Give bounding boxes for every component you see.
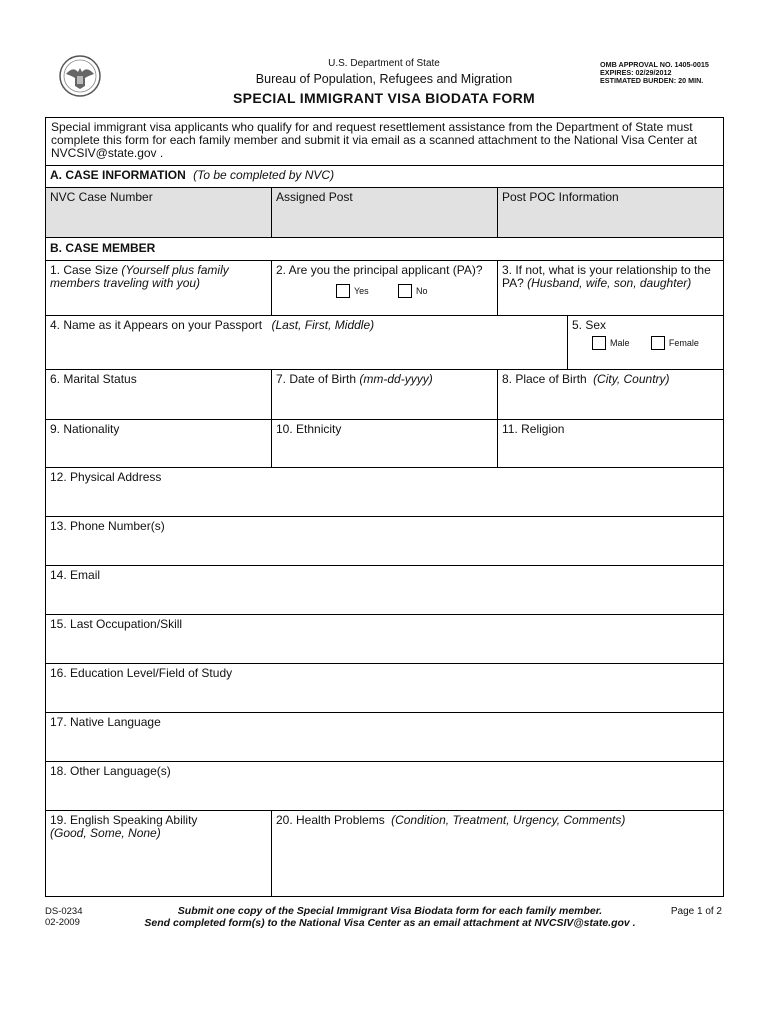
intro-text: Special immigrant visa applicants who qualify for and request resettlement assistance from the Department of State must complete this form for each family member and submit it via email as a scanned attachment to the National Visa Center at NVCSIV@state.gov . bbox=[46, 118, 723, 166]
form-identifier bbox=[45, 906, 83, 928]
omb-info bbox=[600, 61, 709, 85]
form-title: SPECIAL IMMIGRANT VISA BIODATA FORM bbox=[233, 90, 535, 106]
ethnicity-label: 10. Ethnicity bbox=[276, 422, 342, 436]
principal-applicant-field bbox=[272, 261, 498, 316]
religion-label: 11. Religion bbox=[502, 422, 565, 436]
nationality-label: 9. Nationality bbox=[50, 422, 120, 436]
date-of-birth-label: 7. Date of Birth bbox=[276, 372, 357, 386]
form-number: DS-0234 bbox=[45, 906, 83, 917]
nvc-case-number-label: NVC Case Number bbox=[50, 190, 153, 204]
bureau-name: Bureau of Population, Refugees and Migration bbox=[255, 72, 513, 86]
phone-number-field[interactable] bbox=[46, 517, 723, 566]
section-a-header bbox=[46, 166, 723, 188]
omb-approval: OMB APPROVAL NO. 1405-0015 bbox=[600, 60, 709, 69]
passport-name-label: 4. Name as it Appears on your Passport bbox=[50, 318, 263, 332]
education-field[interactable] bbox=[46, 664, 723, 713]
pa-no-label: No bbox=[416, 285, 428, 296]
biodata-form bbox=[45, 117, 724, 897]
form-date: 02-2009 bbox=[45, 917, 80, 928]
instructions-line-2: Send completed form(s) to the National Visa Center as an email attachment at NVCSIV@state.gov . bbox=[144, 917, 636, 929]
marital-status-field[interactable] bbox=[46, 370, 272, 420]
email-field[interactable] bbox=[46, 566, 723, 615]
case-size-note: (Yourself plus family members traveling with you) bbox=[50, 263, 229, 290]
other-languages-label: 18. Other Language(s) bbox=[50, 764, 171, 778]
health-problems-label: 20. Health Problems bbox=[276, 813, 385, 827]
date-of-birth-field[interactable] bbox=[272, 370, 498, 420]
ethnicity-field[interactable] bbox=[272, 420, 498, 468]
sex-field bbox=[568, 316, 723, 370]
date-of-birth-note: (mm-dd-yyyy) bbox=[359, 372, 433, 386]
relationship-field[interactable] bbox=[498, 261, 723, 316]
case-size-label: 1. Case Size bbox=[50, 263, 119, 277]
section-a-title: A. CASE INFORMATION bbox=[50, 168, 186, 182]
section-b-header bbox=[46, 238, 723, 261]
sex-female-label: Female bbox=[668, 337, 699, 348]
occupation-label: 15. Last Occupation/Skill bbox=[50, 617, 183, 631]
health-problems-note: (Condition, Treatment, Urgency, Comments) bbox=[391, 813, 626, 827]
sex-male-checkbox[interactable] bbox=[592, 336, 606, 350]
english-ability-label: 19. English Speaking Ability bbox=[50, 813, 198, 827]
other-languages-field[interactable] bbox=[46, 762, 723, 811]
place-of-birth-field[interactable] bbox=[498, 370, 723, 420]
health-problems-field[interactable] bbox=[272, 811, 723, 897]
assigned-post-label: Assigned Post bbox=[276, 190, 353, 204]
principal-applicant-label: 2. Are you the principal applicant (PA)? bbox=[276, 263, 483, 277]
marital-status-label: 6. Marital Status bbox=[50, 372, 137, 386]
passport-name-field[interactable] bbox=[46, 316, 568, 370]
physical-address-field[interactable] bbox=[46, 468, 723, 517]
native-language-label: 17. Native Language bbox=[50, 715, 161, 729]
pa-no-checkbox[interactable] bbox=[398, 284, 412, 298]
physical-address-label: 12. Physical Address bbox=[50, 470, 162, 484]
instructions-line-1: Submit one copy of the Special Immigrant Visa Biodata form for each family member. bbox=[177, 905, 603, 917]
english-ability-field[interactable] bbox=[46, 811, 272, 897]
education-label: 16. Education Level/Field of Study bbox=[50, 666, 233, 680]
case-size-field[interactable] bbox=[46, 261, 272, 316]
sex-female-checkbox[interactable] bbox=[651, 336, 665, 350]
omb-expires: EXPIRES: 02/29/2012 bbox=[600, 68, 672, 77]
occupation-field[interactable] bbox=[46, 615, 723, 664]
email-label: 14. Email bbox=[50, 568, 101, 582]
nationality-field[interactable] bbox=[46, 420, 272, 468]
pa-yes-checkbox[interactable] bbox=[336, 284, 350, 298]
post-poc-label: Post POC Information bbox=[502, 190, 619, 204]
pa-yes-label: Yes bbox=[354, 285, 369, 296]
sex-male-label: Male bbox=[610, 337, 630, 348]
relationship-note: (Husband, wife, son, daughter) bbox=[527, 276, 692, 290]
page-number: Page 1 of 2 bbox=[670, 906, 722, 917]
place-of-birth-label: 8. Place of Birth bbox=[502, 372, 587, 386]
nvc-case-number-field[interactable] bbox=[46, 188, 272, 238]
section-a-note: (To be completed by NVC) bbox=[193, 168, 335, 182]
department-name: U.S. Department of State bbox=[328, 58, 440, 69]
passport-name-note: (Last, First, Middle) bbox=[271, 318, 375, 332]
religion-field[interactable] bbox=[498, 420, 723, 468]
native-language-field[interactable] bbox=[46, 713, 723, 762]
post-poc-field[interactable] bbox=[498, 188, 723, 238]
assigned-post-field[interactable] bbox=[272, 188, 498, 238]
submission-instructions bbox=[100, 905, 680, 929]
sex-label: 5. Sex bbox=[572, 318, 607, 332]
relationship-label: 3. If not, what is your relationship to the PA? bbox=[502, 263, 711, 290]
omb-burden: ESTIMATED BURDEN: 20 MIN. bbox=[600, 76, 704, 85]
place-of-birth-note: (City, Country) bbox=[593, 372, 670, 386]
section-b-title: B. CASE MEMBER bbox=[50, 241, 156, 255]
english-ability-note: (Good, Some, None) bbox=[50, 826, 161, 840]
phone-number-label: 13. Phone Number(s) bbox=[50, 519, 165, 533]
